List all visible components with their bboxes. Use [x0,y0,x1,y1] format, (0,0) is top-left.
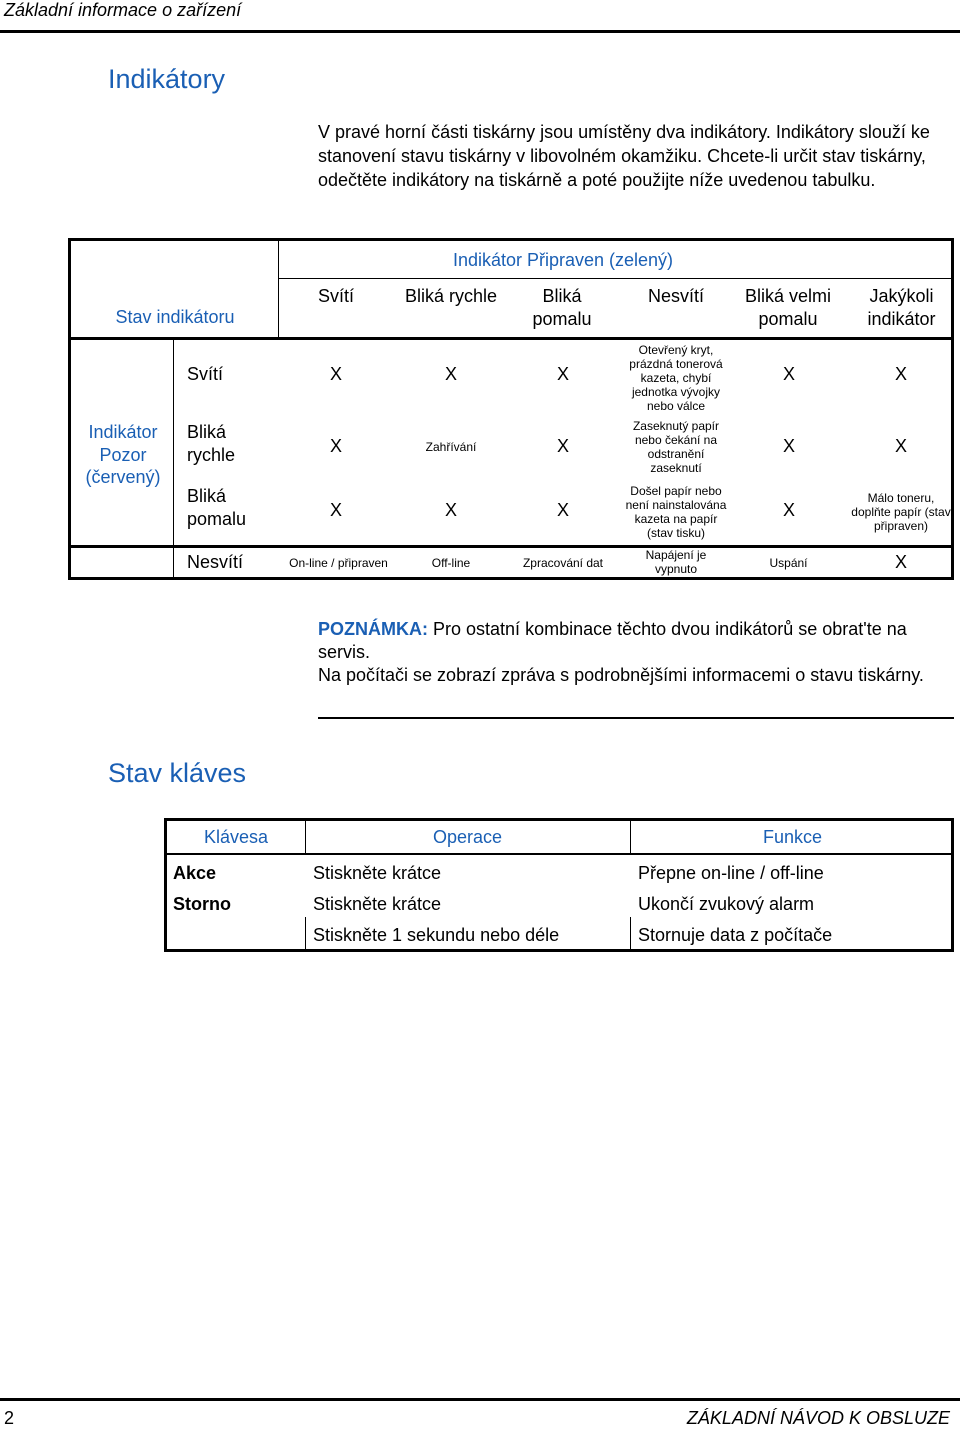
col-header-on: Svítí [317,286,354,306]
col-header-fast: Bliká rychle [404,286,498,306]
header-rule [0,30,960,33]
grid-line [71,337,954,340]
running-header: Základní informace o zařízení [4,0,242,20]
table-cell: X [556,364,569,384]
col-header-any: Jakýkoli indikátor [867,286,936,329]
table-cell: X [444,500,457,520]
col-header-very-slow: Bliká velmi pomalu [744,286,832,329]
footer-rule [0,1398,960,1401]
key-operation: Stiskněte 1 sekundu nebo déle [313,925,560,945]
table-cell: X [444,364,457,384]
grid-line [71,545,954,548]
table-cell: X [894,552,907,572]
table-cell: X [782,436,795,456]
key-function: Ukončí zvukový alarm [638,894,815,914]
table-cell: X [556,500,569,520]
table-cell: X [329,436,342,456]
table-cell: Zahřívání [425,440,477,454]
key-operation: Stiskněte krátce [313,863,442,883]
grid-line [167,853,954,855]
table-cell: X [329,364,342,384]
attention-indicator-header: Indikátor Pozor (červený) [85,422,161,487]
table-cell: X [329,500,342,520]
grid-line [278,278,954,279]
table-cell: Zaseknutý papír nebo čekání na odstranění zaseknutí [632,419,720,475]
corner-label: Stav indikátoru [115,307,235,327]
page-number: 2 [4,1408,15,1428]
grid-line [630,917,631,949]
table-cell: X [894,436,907,456]
key-operation: Stiskněte krátce [313,894,442,914]
note-block [318,618,948,687]
col-header-operation: Operace [432,827,503,847]
section-title-indicators: Indikátory [108,64,226,94]
table-cell: Napájení je vypnuto [645,548,707,576]
grid-line [173,339,174,579]
indicator-table [68,238,954,580]
keys-table [164,818,954,952]
table-cell: On-line / připraven [289,556,388,570]
ready-indicator-header: Indikátor Připraven (zelený) [452,250,674,270]
note-text-2: Na počítači se zobrazí zpráva s podrobnějšími informacemi o stavu tiskárny. [318,665,924,685]
table-cell: Off-line [431,556,471,570]
col-header-slow: Bliká pomalu [532,286,592,329]
note-label: POZNÁMKA: [318,619,428,639]
key-name: Storno [173,894,231,914]
col-header-key: Klávesa [203,827,269,847]
note-text-1: Pro ostatní kombinace těchto dvou indikátorů se obrat'te na servis. [318,619,907,662]
key-function: Přepne on-line / off-line [638,863,824,883]
table-cell: X [782,364,795,384]
section-title-keys: Stav kláves [108,758,247,788]
row-label-slow: Bliká pomalu [187,486,247,529]
row-label-fast: Bliká rychle [187,422,236,465]
table-cell: X [556,436,569,456]
manual-title: ZÁKLADNÍ NÁVOD K OBSLUZE [686,1408,950,1428]
table-cell: Zpracování dat [522,556,604,570]
table-cell: Došel papír nebo není nainstalována kazeta na papír (stav tisku) [625,484,727,540]
table-cell: X [782,500,795,520]
table-cell: Otevřený kryt, prázdná tonerová kazeta, chybí jednotka vývojky nebo válce [629,343,723,413]
table-cell: X [894,364,907,384]
table-cell: Málo toneru, doplňte papír (stav připraven) [851,491,951,533]
row-label-off: Nesvítí [187,552,244,572]
key-function: Stornuje data z počítače [638,925,833,945]
row-label-on: Svítí [187,364,224,384]
col-header-function: Funkce [762,827,823,847]
intro-paragraph: V pravé horní části tiskárny jsou umístěny dva indikátory. Indikátory slouží ke stanovení stavu tiskárny v libovolném okamžiku. Chcete-li určit stav tiskárny, odečtěte indikátory na tiskárně a poté použijte níže uvedenou tabulku. [318,122,930,190]
col-header-off: Nesvítí [647,286,704,306]
grid-line [305,917,306,949]
key-name: Akce [173,863,217,883]
note-rule [318,717,954,719]
table-cell: Uspání [769,556,808,570]
